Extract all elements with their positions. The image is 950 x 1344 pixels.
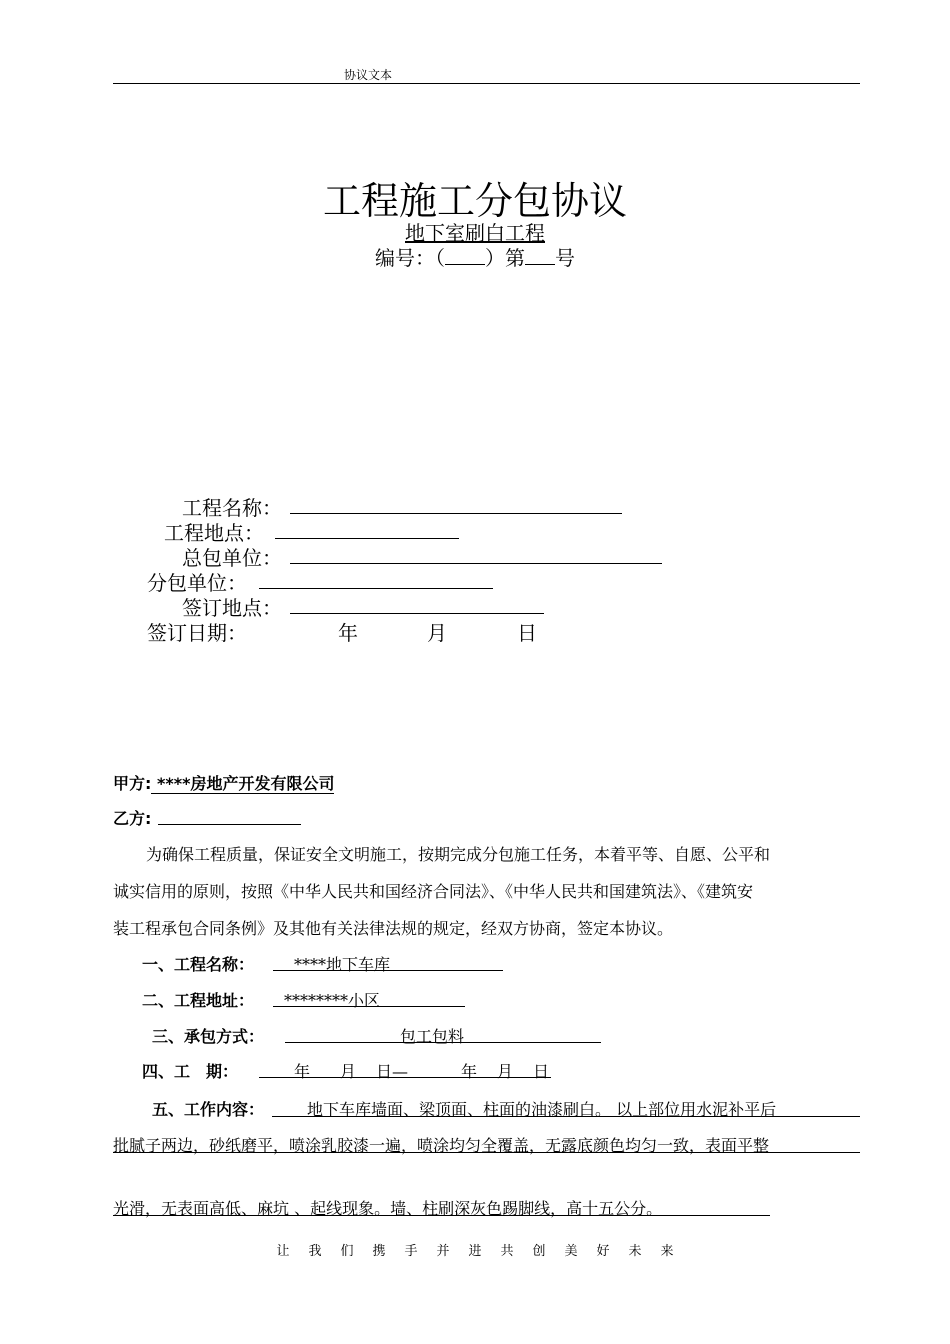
intro-line-2: 诚实信用的原则，按照《中华人民共和国经济合同法》、《中华人民共和国建筑法》、《建筑安 [113, 882, 754, 901]
party-b [113, 806, 151, 829]
clause-1-label: 一、工程名称： [142, 955, 255, 974]
clause-3-line [285, 1042, 601, 1043]
footer-char: 进 [468, 1244, 482, 1259]
party-a-label: 甲方: [113, 774, 152, 793]
clause-4-line [259, 1077, 551, 1078]
clause-1-line [273, 970, 503, 971]
document-title: 工程施工分包协议 [322, 179, 627, 223]
footer-char: 美 [564, 1244, 578, 1259]
clause-3-label: 三、承包方式： [152, 1027, 265, 1046]
number-prefix: 编号：（ [375, 246, 445, 270]
clause-5-line-3: 光滑，无表面高低、麻坑 、起线现象。墙、柱刷深灰色踢脚线，高十五公分。 [113, 1199, 663, 1218]
document-number [0, 242, 950, 271]
number-seq-blank [525, 246, 555, 265]
clause-5-underline-3 [113, 1215, 770, 1216]
signing-date-label: 签订日期： [147, 621, 247, 645]
project-location-label: 工程地点： [164, 521, 264, 545]
clause-4-month-start: 月 [340, 1062, 357, 1081]
number-middle: ）第 [485, 246, 525, 270]
subcontractor-label: 分包单位： [147, 571, 247, 595]
signing-date-month: 月 [427, 621, 447, 645]
intro-line-1: 为确保工程质量，保证安全文明施工，按期完成分包施工任务，本着平等、自愿、公平和 [146, 845, 771, 864]
intro-line-3: 装工程承包合同条例》及其他有关法律法规的规定，经双方协商，签定本协议。 [113, 919, 674, 938]
party-a-value: ****房地产开发有限公司 [151, 774, 335, 793]
footer-char: 来 [660, 1244, 674, 1259]
clause-5-underline-1 [272, 1116, 860, 1117]
signing-date-day: 日 [517, 621, 537, 645]
signing-place-line [290, 613, 544, 614]
footer-char: 携 [372, 1244, 386, 1259]
clause-4-label: 四、工 期： [142, 1062, 239, 1081]
clause-5-label: 五、工作内容： [152, 1100, 265, 1119]
project-location-line [275, 538, 459, 539]
subtitle-text: 地下室刷白工程 [405, 221, 545, 245]
footer-char: 并 [436, 1244, 450, 1259]
footer-char: 们 [340, 1244, 354, 1259]
project-name-label: 工程名称： [182, 496, 282, 520]
project-name-line [290, 513, 622, 514]
running-header: 协议文本 [344, 68, 393, 82]
signing-place-label: 签订地点： [182, 596, 282, 620]
footer-char: 共 [500, 1244, 514, 1259]
clause-4-year-start: 年 [294, 1062, 311, 1081]
subcontractor-line [259, 588, 493, 589]
footer-char: 我 [308, 1244, 322, 1259]
footer-slogan [0, 1240, 950, 1259]
clause-4-day-end: 日 [533, 1062, 550, 1081]
clause-4-day-start: 日— [376, 1062, 409, 1081]
header-rule [113, 83, 860, 84]
party-a [113, 771, 334, 794]
general-contractor-label: 总包单位： [182, 546, 282, 570]
number-suffix: 号 [555, 246, 575, 270]
general-contractor-line [290, 563, 662, 564]
clause-3-value: 包工包料 [400, 1027, 465, 1046]
signing-date-year: 年 [338, 621, 358, 645]
footer-char: 好 [596, 1244, 610, 1259]
footer-char: 手 [404, 1244, 418, 1259]
clause-5-underline-2 [113, 1152, 860, 1153]
clause-2-line [273, 1006, 465, 1007]
number-year-blank [445, 246, 485, 265]
clause-5-line-1: 地下车库墙面、梁顶面、柱面的油漆刷白。 以上部位用水泥补平后 [307, 1100, 777, 1119]
party-b-label: 乙方: [113, 809, 152, 828]
party-b-line [158, 824, 301, 825]
clause-2-label: 二、工程地址： [142, 991, 255, 1010]
clause-2-value: ********小区 [284, 991, 381, 1010]
footer-char: 未 [628, 1244, 642, 1259]
footer-char: 创 [532, 1244, 546, 1259]
clause-4-month-end: 月 [497, 1062, 514, 1081]
footer-char: 让 [276, 1244, 290, 1259]
clause-5-line-2: 批腻子两边，砂纸磨平，喷涂乳胶漆一遍，喷涂均匀全覆盖，无露底颜色均匀一致，表面平整 [113, 1136, 770, 1155]
clause-1-value: ****地下车库 [294, 955, 391, 974]
clause-4-year-end: 年 [461, 1062, 478, 1081]
